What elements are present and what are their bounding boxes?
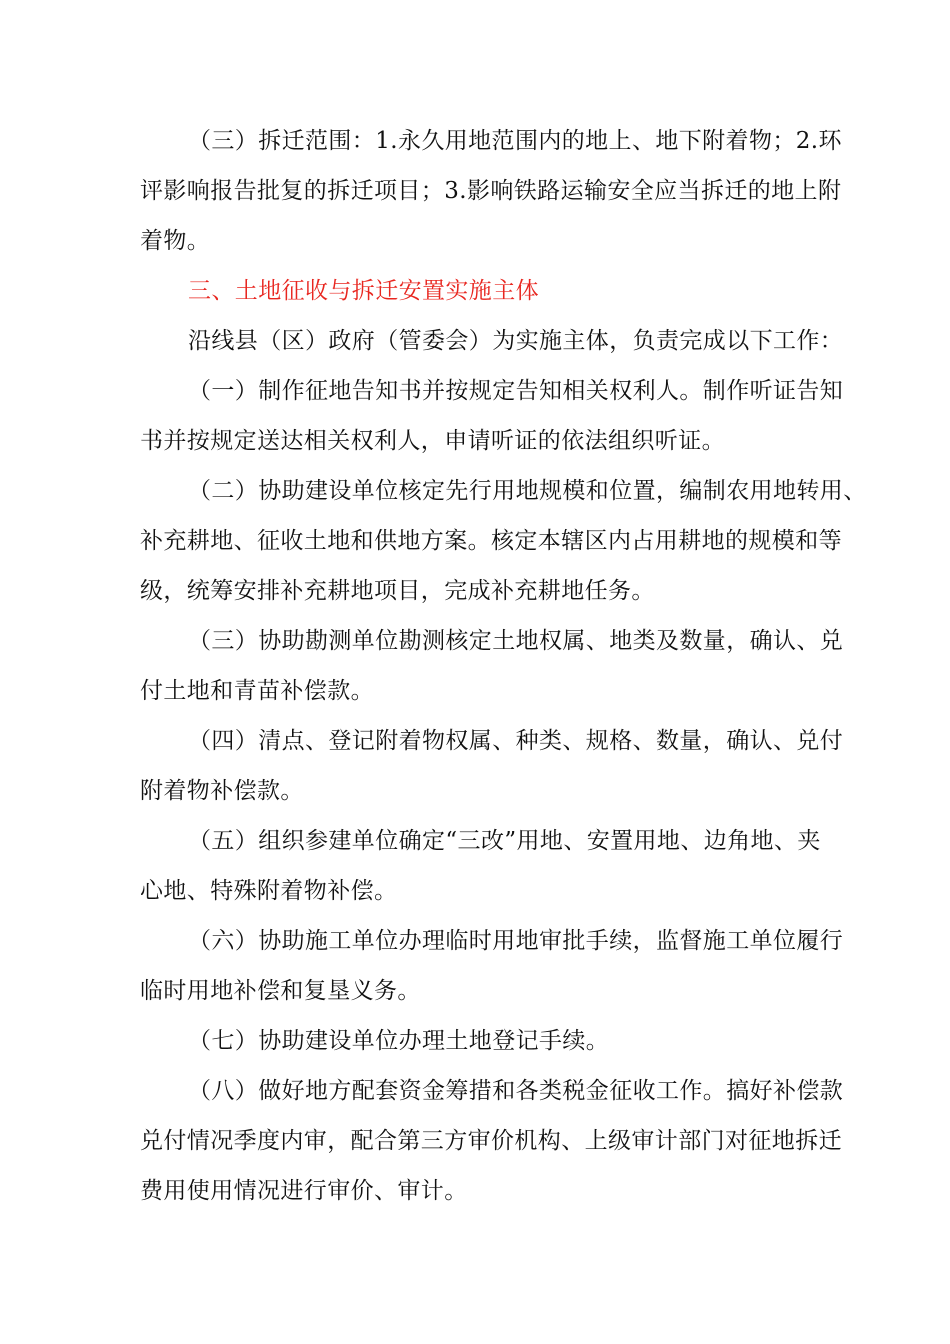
item-8-line-3: 费用使用情况进行审价、审计。: [140, 1178, 468, 1204]
item-5-line-2: 心地、特殊附着物补偿。: [140, 878, 398, 904]
paragraph-3-line-2: 评影响报告批复的拆迁项目；3.影响铁路运输安全应当拆迁的地上附: [140, 178, 842, 204]
item-3-line-2: 付土地和青苗补偿款。: [140, 678, 374, 704]
item-4-line-1: （四）清点、登记附着物权属、种类、规格、数量，确认、兑付: [188, 728, 844, 754]
item-7-line-1: （七）协助建设单位办理土地登记手续。: [188, 1028, 610, 1054]
item-1-line-2: 书并按规定送达相关权利人，申请听证的依法组织听证。: [140, 428, 725, 454]
item-6-line-2: 临时用地补偿和复垦义务。: [140, 978, 421, 1004]
item-8-line-1: （八）做好地方配套资金筹措和各类税金征收工作。搞好补偿款: [188, 1078, 844, 1104]
item-8-line-2: 兑付情况季度内审，配合第三方审价机构、上级审计部门对征地拆迁: [140, 1128, 842, 1154]
item-2-line-1: （二）协助建设单位核定先行用地规模和位置，编制农用地转用、: [188, 478, 867, 504]
section-heading: 三、土地征收与拆迁安置实施主体: [188, 278, 539, 304]
item-6-line-1: （六）协助施工单位办理临时用地审批手续，监督施工单位履行: [188, 928, 844, 954]
paragraph-3-line-3: 着物。: [140, 228, 211, 254]
item-3-line-1: （三）协助勘测单位勘测核定土地权属、地类及数量，确认、兑: [188, 628, 844, 654]
item-2-line-2: 补充耕地、征收土地和供地方案。核定本辖区内占用耕地的规模和等: [140, 528, 842, 554]
item-5-line-1: （五）组织参建单位确定“三改”用地、安置用地、边角地、夹: [188, 828, 821, 854]
item-1-line-1: （一）制作征地告知书并按规定告知相关权利人。制作听证告知: [188, 378, 844, 404]
intro-line: 沿线县（区）政府（管委会）为实施主体，负责完成以下工作：: [188, 328, 844, 354]
item-4-line-2: 附着物补偿款。: [140, 778, 304, 804]
paragraph-3-line-1: （三）拆迁范围：1.永久用地范围内的地上、地下附着物；2.环: [188, 128, 842, 154]
item-2-line-3: 级，统筹安排补充耕地项目，完成补充耕地任务。: [140, 578, 655, 604]
